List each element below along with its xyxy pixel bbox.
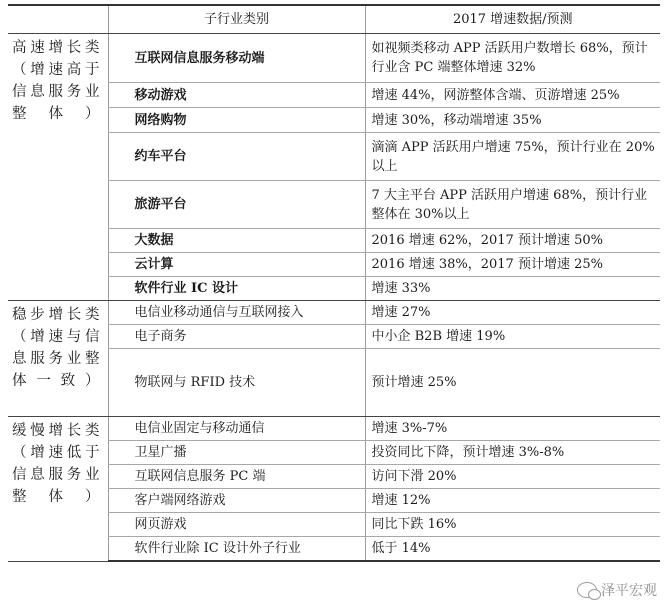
growth-cell: 滴滴 APP 活跃用户增速 75%，预计行业在 20%以上 bbox=[365, 133, 660, 181]
group-label-high: 高速增长类（增速高于信息服务业整体） bbox=[8, 34, 108, 301]
table-row bbox=[8, 301, 660, 325]
subindustry-cell: 物联网与 RFID 技术 bbox=[108, 349, 365, 417]
subindustry-cell: 互联网信息服务移动端 bbox=[108, 34, 365, 83]
growth-cell: 2016 增速 62%，2017 预计增速 50% bbox=[365, 229, 660, 253]
growth-cell: 增速 27% bbox=[365, 301, 660, 325]
growth-cell: 2016 增速 38%，2017 预计增速 25% bbox=[365, 253, 660, 277]
subindustry-cell: 互联网信息服务 PC 端 bbox=[108, 465, 365, 489]
industry-growth-table bbox=[8, 4, 660, 562]
growth-cell: 中小企 B2B 增速 19% bbox=[365, 325, 660, 349]
wechat-icon bbox=[577, 582, 597, 598]
growth-cell: 低于 14% bbox=[365, 537, 660, 562]
header-subindustry: 子行业类别 bbox=[108, 5, 365, 34]
subindustry-cell: 大数据 bbox=[108, 229, 365, 253]
subindustry-cell: 移动游戏 bbox=[108, 83, 365, 108]
subindustry-cell: 云计算 bbox=[108, 253, 365, 277]
watermark-text: 泽平宏观 bbox=[601, 583, 657, 599]
growth-cell: 增速 44%，网游整体含端、页游增速 25% bbox=[365, 83, 660, 108]
group-label-steady: 稳步增长类（增速与信息服务业整体一致） bbox=[8, 301, 108, 417]
header-col1 bbox=[8, 5, 108, 34]
subindustry-cell: 电信业固定与移动通信 bbox=[108, 417, 365, 441]
subindustry-cell: 软件行业 IC 设计 bbox=[108, 277, 365, 301]
growth-cell: 访问下滑 20% bbox=[365, 465, 660, 489]
table-row bbox=[8, 34, 660, 83]
subindustry-cell: 旅游平台 bbox=[108, 181, 365, 229]
growth-cell: 7 大主平台 APP 活跃用户增速 68%，预计行业整体在 30%以上 bbox=[365, 181, 660, 229]
growth-cell: 增速 12% bbox=[365, 489, 660, 513]
table-header-row bbox=[8, 5, 660, 34]
subindustry-cell: 软件行业除 IC 设计外子行业 bbox=[108, 537, 365, 562]
growth-cell: 增速 33% bbox=[365, 277, 660, 301]
subindustry-cell: 网络购物 bbox=[108, 108, 365, 133]
header-growth: 2017 增速数据/预测 bbox=[365, 5, 660, 34]
growth-cell: 预计增速 25% bbox=[365, 349, 660, 417]
growth-cell: 增速 3%-7% bbox=[365, 417, 660, 441]
subindustry-cell: 约车平台 bbox=[108, 133, 365, 181]
table-row bbox=[8, 417, 660, 441]
subindustry-cell: 网页游戏 bbox=[108, 513, 365, 537]
growth-cell: 增速 30%，移动端增速 35% bbox=[365, 108, 660, 133]
subindustry-cell: 电子商务 bbox=[108, 325, 365, 349]
subindustry-cell: 电信业移动通信与互联网接入 bbox=[108, 301, 365, 325]
subindustry-cell: 客户端网络游戏 bbox=[108, 489, 365, 513]
growth-cell: 如视频类移动 APP 活跃用户数增长 68%，预计行业含 PC 端整体增速 32% bbox=[365, 34, 660, 83]
growth-cell: 同比下跌 16% bbox=[365, 513, 660, 537]
watermark bbox=[577, 580, 657, 600]
subindustry-cell: 卫星广播 bbox=[108, 441, 365, 465]
growth-cell: 投资同比下降，预计增速 3%-8% bbox=[365, 441, 660, 465]
group-label-slow: 缓慢增长类（增速低于信息服务业整体） bbox=[8, 417, 108, 562]
